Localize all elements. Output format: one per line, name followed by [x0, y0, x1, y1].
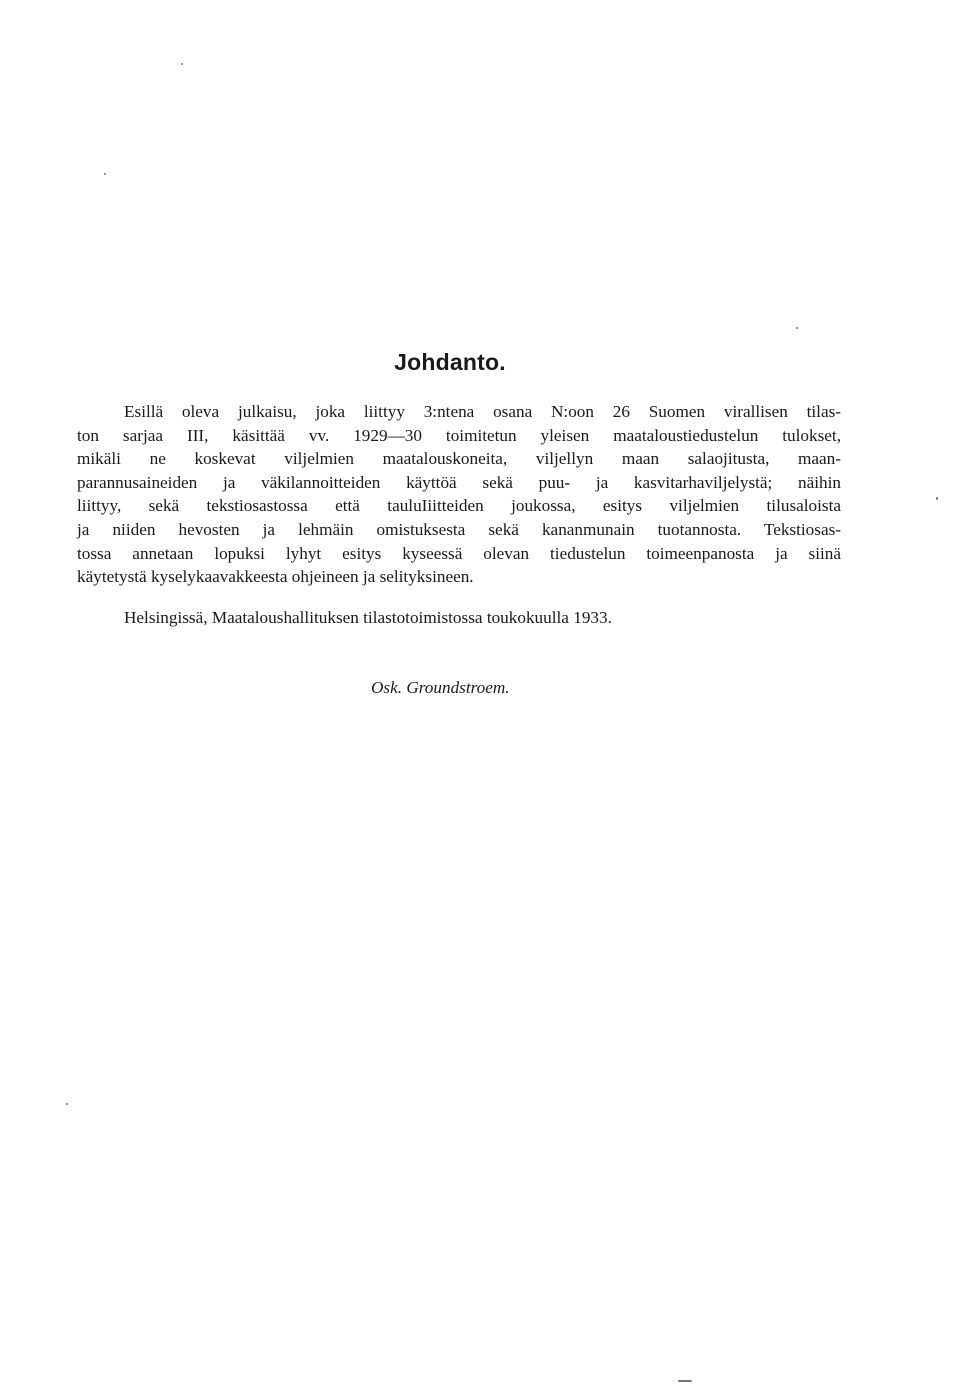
- paragraph-line: parannusaineiden ja väkilannoitteiden käyttöä sekä puu- ja kasvitarhaviljelystä; näihin: [77, 472, 841, 492]
- page-title: Johdanto.: [394, 349, 506, 375]
- scan-speck: [181, 63, 183, 65]
- introduction-paragraph: [77, 400, 841, 589]
- place-and-date: Helsingissä, Maataloushallituksen tilastotoimistossa toukokuulla 1933.: [124, 608, 612, 627]
- paragraph-line: käytetystä kyselykaavakkeesta ohjeineen ja selityksineen.: [77, 567, 474, 587]
- scan-speck: [66, 1103, 68, 1105]
- paragraph-line: liittyy, sekä tekstiosastossa että tauluIiitteiden joukossa, esitys viljelmien tilusaloista: [77, 496, 841, 516]
- paragraph-line: mikäli ne koskevat viljelmien maatalouskoneita, viljellyn maan salaojitusta, maan-: [77, 449, 841, 469]
- scan-speck: [104, 173, 106, 175]
- scan-speck: [678, 1380, 692, 1382]
- paragraph-line: Esillä oleva julkaisu, joka liittyy 3:ntena osana N:oon 26 Suomen virallisen tilas-: [124, 402, 841, 421]
- paragraph-line: tossa annetaan lopuksi lyhyt esitys kyseessä olevan tiedustelun toimeenpanosta ja siinä: [77, 543, 841, 563]
- paragraph-line: ja niiden hevosten ja lehmäin omistuksesta sekä kananmunain tuotannosta. Tekstiosas-: [77, 519, 841, 539]
- scan-speck: [796, 327, 798, 329]
- paragraph-line: ton sarjaa III, käsittää vv. 1929—30 toimitetun yleisen maataloustiedustelun tulokset,: [77, 425, 841, 445]
- signature: Osk. Groundstroem.: [371, 678, 510, 697]
- scan-speck: [936, 497, 938, 500]
